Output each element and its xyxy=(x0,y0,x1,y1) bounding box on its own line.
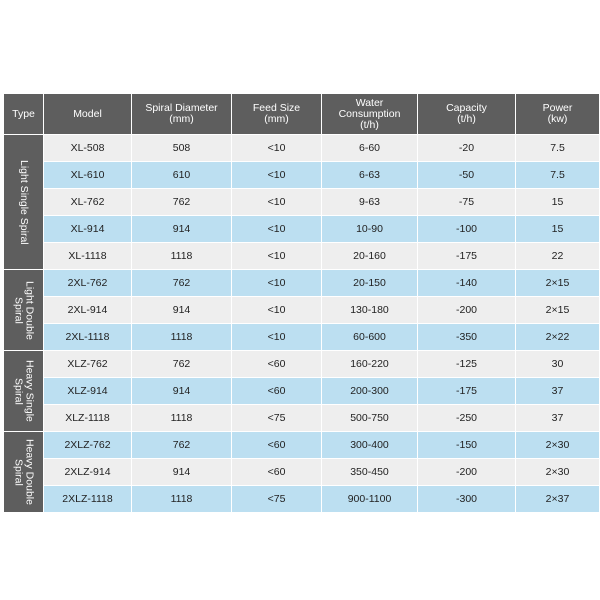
group-label: Light Single Spiral xyxy=(18,159,30,245)
header-power: Power (kw) xyxy=(516,94,600,135)
group-label: Light Double Spiral xyxy=(12,280,36,340)
group-label-cell xyxy=(4,432,44,513)
table-row xyxy=(4,324,600,351)
table-row xyxy=(4,270,600,297)
cell-capacity: -350 xyxy=(418,324,516,351)
cell-diameter: 914 xyxy=(132,216,232,243)
header-type: Type xyxy=(4,94,44,135)
cell-water: 6-63 xyxy=(322,162,418,189)
cell-model: XL-1118 xyxy=(44,243,132,270)
cell-model: XL-914 xyxy=(44,216,132,243)
cell-diameter: 914 xyxy=(132,297,232,324)
table-row xyxy=(4,216,600,243)
cell-capacity: -50 xyxy=(418,162,516,189)
cell-power: 2×30 xyxy=(516,459,600,486)
cell-water: 20-150 xyxy=(322,270,418,297)
group-label-cell xyxy=(4,270,44,351)
cell-feed: <60 xyxy=(232,432,322,459)
cell-capacity: -20 xyxy=(418,135,516,162)
cell-water: 160-220 xyxy=(322,351,418,378)
table-row xyxy=(4,405,600,432)
table-row xyxy=(4,297,600,324)
cell-power: 7.5 xyxy=(516,135,600,162)
cell-water: 300-400 xyxy=(322,432,418,459)
cell-capacity: -140 xyxy=(418,270,516,297)
cell-power: 2×37 xyxy=(516,486,600,513)
cell-feed: <10 xyxy=(232,324,322,351)
cell-feed: <75 xyxy=(232,405,322,432)
cell-water: 9-63 xyxy=(322,189,418,216)
cell-power: 2×30 xyxy=(516,432,600,459)
cell-model: XLZ-914 xyxy=(44,378,132,405)
cell-model: XL-610 xyxy=(44,162,132,189)
spiral-specs-table xyxy=(3,93,600,513)
cell-diameter: 1118 xyxy=(132,243,232,270)
cell-capacity: -100 xyxy=(418,216,516,243)
cell-power: 30 xyxy=(516,351,600,378)
cell-capacity: -175 xyxy=(418,243,516,270)
cell-diameter: 1118 xyxy=(132,486,232,513)
cell-water: 20-160 xyxy=(322,243,418,270)
cell-diameter: 1118 xyxy=(132,405,232,432)
cell-feed: <10 xyxy=(232,297,322,324)
cell-power: 15 xyxy=(516,189,600,216)
cell-diameter: 1118 xyxy=(132,324,232,351)
cell-capacity: -175 xyxy=(418,378,516,405)
cell-capacity: -300 xyxy=(418,486,516,513)
cell-capacity: -250 xyxy=(418,405,516,432)
cell-water: 130-180 xyxy=(322,297,418,324)
cell-power: 2×15 xyxy=(516,270,600,297)
cell-diameter: 508 xyxy=(132,135,232,162)
cell-feed: <10 xyxy=(232,162,322,189)
cell-water: 10-90 xyxy=(322,216,418,243)
cell-diameter: 610 xyxy=(132,162,232,189)
cell-water: 60-600 xyxy=(322,324,418,351)
cell-model: 2XL-1118 xyxy=(44,324,132,351)
cell-capacity: -200 xyxy=(418,459,516,486)
cell-water: 900-1100 xyxy=(322,486,418,513)
table-row xyxy=(4,378,600,405)
cell-feed: <10 xyxy=(232,135,322,162)
table-body xyxy=(4,135,600,513)
cell-power: 2×15 xyxy=(516,297,600,324)
cell-capacity: -125 xyxy=(418,351,516,378)
cell-diameter: 914 xyxy=(132,459,232,486)
cell-model: XLZ-1118 xyxy=(44,405,132,432)
cell-feed: <10 xyxy=(232,189,322,216)
table-row xyxy=(4,243,600,270)
table-row xyxy=(4,135,600,162)
cell-model: 2XLZ-914 xyxy=(44,459,132,486)
cell-capacity: -75 xyxy=(418,189,516,216)
cell-model: 2XLZ-762 xyxy=(44,432,132,459)
cell-power: 15 xyxy=(516,216,600,243)
cell-feed: <10 xyxy=(232,243,322,270)
table-row xyxy=(4,486,600,513)
table-row xyxy=(4,189,600,216)
cell-diameter: 914 xyxy=(132,378,232,405)
cell-model: XL-762 xyxy=(44,189,132,216)
cell-model: XL-508 xyxy=(44,135,132,162)
table-row xyxy=(4,351,600,378)
cell-diameter: 762 xyxy=(132,432,232,459)
cell-water: 6-60 xyxy=(322,135,418,162)
cell-feed: <60 xyxy=(232,351,322,378)
table-row xyxy=(4,459,600,486)
cell-feed: <10 xyxy=(232,270,322,297)
cell-model: 2XL-914 xyxy=(44,297,132,324)
cell-diameter: 762 xyxy=(132,351,232,378)
header-capacity: Capacity (t/h) xyxy=(418,94,516,135)
cell-water: 350-450 xyxy=(322,459,418,486)
cell-power: 7.5 xyxy=(516,162,600,189)
group-label-cell xyxy=(4,135,44,270)
cell-power: 2×22 xyxy=(516,324,600,351)
cell-feed: <75 xyxy=(232,486,322,513)
cell-capacity: -200 xyxy=(418,297,516,324)
cell-power: 22 xyxy=(516,243,600,270)
group-label-cell xyxy=(4,351,44,432)
header-water-consumption: Water Consumption (t/h) xyxy=(322,94,418,135)
cell-feed: <10 xyxy=(232,216,322,243)
cell-water: 200-300 xyxy=(322,378,418,405)
cell-capacity: -150 xyxy=(418,432,516,459)
header-spiral-diameter: Spiral Diameter (mm) xyxy=(132,94,232,135)
cell-diameter: 762 xyxy=(132,270,232,297)
header-row xyxy=(4,94,600,135)
header-model: Model xyxy=(44,94,132,135)
table-row xyxy=(4,162,600,189)
header-feed-size: Feed Size (mm) xyxy=(232,94,322,135)
cell-diameter: 762 xyxy=(132,189,232,216)
cell-power: 37 xyxy=(516,405,600,432)
cell-model: 2XL-762 xyxy=(44,270,132,297)
cell-water: 500-750 xyxy=(322,405,418,432)
cell-feed: <60 xyxy=(232,378,322,405)
cell-power: 37 xyxy=(516,378,600,405)
table-row xyxy=(4,432,600,459)
cell-model: XLZ-762 xyxy=(44,351,132,378)
group-label: Heavy Single Spiral xyxy=(12,360,36,422)
cell-feed: <60 xyxy=(232,459,322,486)
group-label: Heavy Double Spiral xyxy=(12,439,36,505)
cell-model: 2XLZ-1118 xyxy=(44,486,132,513)
